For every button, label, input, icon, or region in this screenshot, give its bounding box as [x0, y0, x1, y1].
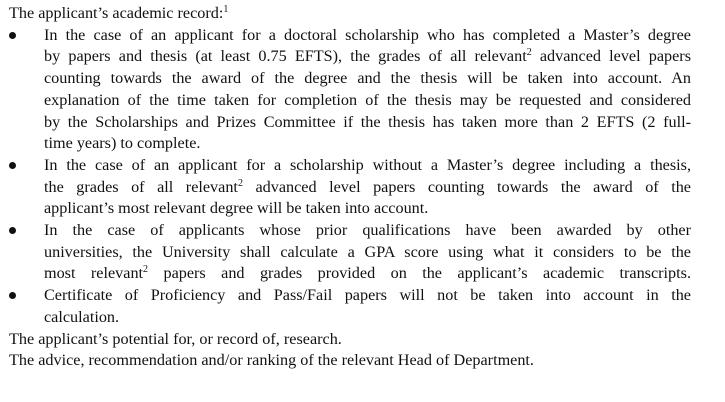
bullet-icon — [9, 227, 16, 234]
list-item-text — [44, 220, 691, 285]
document-body — [9, 3, 721, 372]
text-line: time years) to complete. — [44, 134, 201, 153]
closing-line-research: The applicant’s potential for, or record of, research. — [9, 329, 342, 348]
list-item-text — [44, 155, 691, 220]
footnote-marker: 1 — [223, 4, 229, 15]
text-line: counting towards the award of the degree and the thesis will be taken into account. An — [44, 69, 691, 88]
text-line: In the case of applicants whose prior qualifications have been awarded by other — [44, 221, 691, 240]
text-line: applicant’s most relevant degree will be taken into account. — [44, 199, 429, 218]
list-item — [9, 285, 691, 328]
bullet-icon — [9, 162, 16, 169]
text-line: by papers and thesis (at least 0.75 EFTS), the grades of all relevant$^2$ advanced level papers — [44, 47, 692, 66]
footnote-marker: 2 — [237, 177, 243, 189]
text-line: by the Scholarships and Prizes Committee if the thesis has taken more than 2 EFTS (2 full- — [44, 112, 691, 131]
list-item-text — [44, 285, 691, 328]
intro-heading — [9, 3, 721, 25]
list-item — [9, 25, 691, 155]
criteria-list — [9, 25, 721, 329]
list-item — [9, 220, 691, 285]
text-line: Certificate of Proficiency and Pass/Fail papers will not be taken into account in the — [44, 286, 691, 305]
footnote-marker: 2 — [143, 264, 149, 276]
text-line: the grades of all relevant$^2$ advanced level papers counting towards the award of the — [44, 177, 691, 196]
text-line: In the case of an applicant for a doctoral scholarship who has completed a Master’s degree — [44, 25, 691, 44]
text-line: universities, the University shall calculate a GPA score using what it considers to be the — [44, 242, 691, 261]
intro-text: The applicant’s academic record: — [9, 4, 224, 22]
text-line: In the case of an applicant for a scholarship without a Master’s degree including a thesis, — [44, 155, 691, 174]
text-line: most relevant$^2$ papers and grades provided on the applicant’s academic transcripts. — [44, 264, 691, 283]
bullet-icon — [9, 32, 16, 39]
list-item — [9, 155, 691, 220]
list-item-text — [44, 25, 691, 155]
text-line: calculation. — [44, 307, 120, 326]
bullet-icon — [9, 292, 16, 299]
text-line: explanation of the time taken for completion of the thesis may be requested and considered — [44, 90, 691, 109]
closing-line-advice: The advice, recommendation and/or ranking of the relevant Head of Department. — [9, 351, 534, 370]
footnote-marker: 2 — [526, 47, 532, 59]
